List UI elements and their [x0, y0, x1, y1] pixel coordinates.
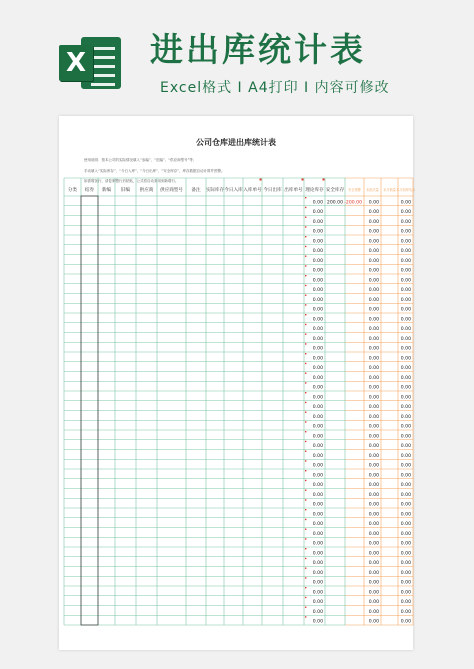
table-cell-value: 0.00: [400, 414, 411, 420]
excel-logo-letter: X: [59, 45, 93, 81]
table-cell-value: 0.00: [400, 444, 411, 450]
safety-stock-value: 200.00: [326, 200, 343, 206]
table-cell-value: 0.00: [400, 483, 411, 489]
table-cell-value: 0.00: [400, 210, 411, 216]
table-cell-value: 0.00: [312, 327, 323, 333]
column-header: 备注: [191, 188, 201, 193]
table-cell-value: 0.00: [400, 453, 411, 459]
cell-marker-icon: [305, 275, 306, 276]
table-cell-value: 0.00: [368, 522, 379, 528]
table-cell-value: 0.00: [312, 229, 323, 235]
table-cell-value: 0.00: [400, 580, 411, 586]
cell-marker-icon: [305, 217, 306, 218]
table-cell-value: 0.00: [368, 249, 379, 255]
table-cell-value: 0.00: [400, 297, 411, 303]
table-cell-value: 0.00: [368, 395, 379, 401]
table-cell-value: 0.00: [368, 453, 379, 459]
table-cell-value: 0.00: [312, 502, 323, 508]
table-cell-value: 0.00: [368, 609, 379, 615]
table-cell-value: 0.00: [368, 288, 379, 294]
cell-marker-icon: [305, 421, 306, 422]
cell-marker-icon: [305, 334, 306, 335]
table-cell-value: 0.00: [368, 570, 379, 576]
table-cell-value: 0.00: [312, 200, 323, 206]
table-cell-value: 0.00: [400, 317, 411, 323]
table-cell-value: 0.00: [368, 210, 379, 216]
table-cell-value: 0.00: [312, 424, 323, 430]
table-cell-value: 0.00: [400, 434, 411, 440]
table-cell-value: 0.00: [312, 385, 323, 391]
table-cell-value: 0.00: [312, 561, 323, 567]
table-cell-value: 0.00: [368, 580, 379, 586]
column-header: 实际库存: [206, 188, 224, 193]
cell-marker-icon: [305, 451, 306, 452]
table-cell-value: 0.00: [368, 268, 379, 274]
table-cell-value: 0.00: [400, 239, 411, 245]
cell-marker-icon: [305, 509, 306, 510]
column-header: 新编: [101, 188, 112, 193]
column-header: 本批次量: [366, 188, 379, 192]
table-cell-value: 0.00: [368, 600, 379, 606]
table-cell-value: 0.00: [400, 288, 411, 294]
table-cell-value: 0.00: [312, 414, 323, 420]
table-cell-value: 0.00: [368, 239, 379, 245]
table-cell-value: 0.00: [368, 561, 379, 567]
table-cell-value: 0.00: [368, 444, 379, 450]
cell-marker-icon: [305, 499, 306, 500]
table-cell-value: 0.00: [400, 512, 411, 518]
header-marker-icon: [302, 179, 304, 181]
table-cell-value: 0.00: [400, 570, 411, 576]
cell-marker-icon: [305, 431, 306, 432]
cell-marker-icon: [305, 236, 306, 237]
table-cell-value: 0.00: [400, 502, 411, 508]
cell-marker-icon: [305, 616, 306, 617]
table-cell-value: 0.00: [400, 551, 411, 557]
table-cell-value: 0.00: [368, 424, 379, 430]
table-cell-value: 0.00: [312, 375, 323, 381]
cell-marker-icon: [305, 587, 306, 588]
table-cell-value: 0.00: [400, 590, 411, 596]
table-cell-value: 0.00: [368, 200, 379, 206]
column-header: 安全库存: [325, 188, 345, 193]
table-cell-value: 0.00: [368, 619, 379, 625]
table-cell-value: 0.00: [368, 541, 379, 547]
table-cell-value: 0.00: [400, 492, 411, 498]
table-cell-value: 0.00: [400, 366, 411, 372]
table-cell-value: 0.00: [312, 590, 323, 596]
cell-marker-icon: [305, 285, 306, 286]
table-cell-value: 0.00: [368, 366, 379, 372]
cell-marker-icon: [305, 363, 306, 364]
column-header: 结券: [84, 188, 95, 193]
table-cell-value: 0.00: [312, 405, 323, 411]
table-cell-value: 0.00: [312, 249, 323, 255]
cell-marker-icon: [305, 558, 306, 559]
table-cell-value: 0.00: [368, 278, 379, 284]
table-cell-value: 0.00: [368, 317, 379, 323]
column-header: 旧编: [120, 188, 131, 193]
column-header: 今日出库: [263, 188, 282, 193]
cell-marker-icon: [305, 246, 306, 247]
cell-marker-icon: [305, 343, 306, 344]
table-cell-value: 0.00: [400, 249, 411, 255]
table-cell-value: 0.00: [400, 356, 411, 362]
spreadsheet-page: [59, 116, 416, 650]
table-cell-value: 0.00: [368, 512, 379, 518]
table-cell-value: 0.00: [368, 356, 379, 362]
header-marker-icon: [260, 179, 262, 181]
table-cell-value: 0.00: [312, 492, 323, 498]
table-cell-value: 0.00: [368, 463, 379, 469]
table-cell-value: 0.00: [400, 278, 411, 284]
banner: [0, 0, 474, 108]
table-cell-value: 0.00: [368, 483, 379, 489]
table-cell-value: 0.00: [312, 619, 323, 625]
table-cell-value: 0.00: [400, 561, 411, 567]
column-header: 供应商: [139, 188, 154, 193]
table-cell-value: 0.00: [368, 414, 379, 420]
table-cell-value: 0.00: [368, 473, 379, 479]
table-cell-value: 0.00: [312, 210, 323, 216]
column-header: 本月销量: [383, 188, 396, 192]
inventory-table[interactable]: [59, 116, 416, 650]
table-cell-value: 0.00: [368, 375, 379, 381]
table-cell-value: 0.00: [400, 600, 411, 606]
column-header: 安全预警: [348, 188, 361, 192]
column-header: 出库单号: [284, 188, 303, 193]
cell-marker-icon: [305, 568, 306, 569]
table-cell-value: 0.00: [368, 258, 379, 264]
table-cell-value: 0.00: [400, 522, 411, 528]
table-cell-value: 0.00: [312, 317, 323, 323]
table-cell-value: 0.00: [368, 346, 379, 352]
cell-marker-icon: [305, 304, 306, 305]
table-cell-value: 0.00: [312, 609, 323, 615]
table-cell-value: 0.00: [400, 307, 411, 313]
column-header: 分类: [67, 188, 78, 193]
cell-marker-icon: [305, 392, 306, 393]
table-cell-value: 0.00: [400, 268, 411, 274]
table-cell-value: 0.00: [312, 531, 323, 537]
table-cell-value: 0.00: [312, 366, 323, 372]
table-cell-value: 0.00: [400, 541, 411, 547]
table-cell-value: 0.00: [368, 492, 379, 498]
table-cell-value: 0.00: [312, 288, 323, 294]
table-cell-value: 0.00: [312, 522, 323, 528]
page-title: 进出库统计表: [150, 30, 366, 69]
cell-marker-icon: [305, 412, 306, 413]
table-cell-value: 0.00: [312, 434, 323, 440]
table-cell-value: 0.00: [400, 385, 411, 391]
table-cell-value: 0.00: [400, 531, 411, 537]
cell-marker-icon: [305, 373, 306, 374]
cell-marker-icon: [305, 577, 306, 578]
column-header: 理论库存: [305, 188, 324, 193]
cell-marker-icon: [305, 197, 306, 198]
table-cell-value: 0.00: [312, 258, 323, 264]
cell-marker-icon: [305, 265, 306, 266]
cell-marker-icon: [305, 207, 306, 208]
table-cell-value: 0.00: [312, 395, 323, 401]
table-cell-value: 0.00: [312, 512, 323, 518]
table-cell-value: 0.00: [312, 444, 323, 450]
sheet-note: 手动填入“实际库存”、“今日入库”、“今日出库”、“安全库存”，库存数据自动计算并预警。: [84, 169, 225, 173]
table-cell-value: 0.00: [400, 395, 411, 401]
table-cell-value: 0.00: [312, 219, 323, 225]
table-cell-value: 0.00: [368, 551, 379, 557]
table-cell-value: 0.00: [400, 405, 411, 411]
cell-marker-icon: [305, 314, 306, 315]
excel-logo-icon: [59, 33, 125, 93]
table-cell-value: 0.00: [400, 609, 411, 615]
table-cell-value: 0.00: [368, 405, 379, 411]
column-header: 今日入库: [224, 188, 243, 193]
table-cell-value: 0.00: [368, 590, 379, 596]
column-header: 入库单号: [243, 188, 262, 193]
table-cell-value: 0.00: [368, 307, 379, 313]
table-cell-value: 0.00: [312, 278, 323, 284]
table-cell-value: 0.00: [400, 375, 411, 381]
cell-marker-icon: [305, 256, 306, 257]
cell-marker-icon: [305, 295, 306, 296]
table-cell-value: 0.00: [400, 327, 411, 333]
cell-marker-icon: [305, 597, 306, 598]
table-cell-value: 0.00: [400, 473, 411, 479]
table-cell-value: 0.00: [312, 473, 323, 479]
cell-marker-icon: [305, 490, 306, 491]
table-cell-value: 0.00: [368, 297, 379, 303]
table-cell-value: 0.00: [312, 551, 323, 557]
column-header: 供应商型号: [160, 188, 183, 193]
table-cell-value: 0.00: [312, 307, 323, 313]
cell-marker-icon: [305, 607, 306, 608]
cell-marker-icon: [305, 480, 306, 481]
table-cell-value: 0.00: [400, 424, 411, 430]
table-cell-value: 0.00: [400, 336, 411, 342]
table-cell-value: 0.00: [312, 580, 323, 586]
cell-marker-icon: [305, 353, 306, 354]
table-cell-value: 0.00: [312, 483, 323, 489]
table-cell-value: 0.00: [400, 463, 411, 469]
table-cell-value: 0.00: [312, 453, 323, 459]
table-cell-value: 0.00: [312, 463, 323, 469]
table-cell-value: 0.00: [400, 229, 411, 235]
table-cell-value: 0.00: [368, 385, 379, 391]
sheet-note: 如需增加行，请复制整行后粘贴，公式将自动套用到新增行。: [84, 179, 179, 183]
cell-marker-icon: [305, 382, 306, 383]
sheet-note: 使用说明：按本公司的实际情况填入“参编”、“旧编”、“供应商型号”等；: [84, 158, 197, 162]
table-cell-value: 0.00: [312, 356, 323, 362]
cell-marker-icon: [305, 529, 306, 530]
header-marker-icon: [323, 179, 325, 181]
table-cell-value: 0.00: [312, 239, 323, 245]
table-cell-value: 0.00: [400, 219, 411, 225]
table-cell-value: 0.00: [312, 346, 323, 352]
cell-marker-icon: [305, 226, 306, 227]
table-cell-value: 0.00: [400, 619, 411, 625]
cell-marker-icon: [305, 538, 306, 539]
table-cell-value: 0.00: [368, 434, 379, 440]
table-cell-value: 0.00: [312, 268, 323, 274]
table-cell-value: 0.00: [312, 336, 323, 342]
column-header: 本月到库结余: [395, 188, 416, 192]
table-cell-value: 0.00: [400, 200, 411, 206]
page-subtitle: Excel格式 Ι A4打印 Ι 内容可修改: [160, 80, 390, 96]
table-cell-value: 0.00: [368, 531, 379, 537]
cell-marker-icon: [305, 460, 306, 461]
table-cell-value: 0.00: [368, 229, 379, 235]
cell-marker-icon: [305, 519, 306, 520]
cell-marker-icon: [305, 470, 306, 471]
cell-marker-icon: [305, 402, 306, 403]
cell-marker-icon: [305, 441, 306, 442]
sheet-title: 公司仓库进出库统计表: [196, 138, 276, 147]
cell-marker-icon: [305, 324, 306, 325]
table-cell-value: 0.00: [368, 336, 379, 342]
table-cell-value: 0.00: [312, 541, 323, 547]
table-cell-value: 0.00: [368, 219, 379, 225]
table-cell-value: 0.00: [368, 502, 379, 508]
safety-warning-value: -200.00: [344, 200, 362, 206]
table-cell-value: 0.00: [312, 570, 323, 576]
table-cell-value: 0.00: [312, 600, 323, 606]
table-cell-value: 0.00: [400, 346, 411, 352]
cell-marker-icon: [305, 548, 306, 549]
table-cell-value: 0.00: [400, 258, 411, 264]
table-cell-value: 0.00: [368, 327, 379, 333]
table-cell-value: 0.00: [312, 297, 323, 303]
